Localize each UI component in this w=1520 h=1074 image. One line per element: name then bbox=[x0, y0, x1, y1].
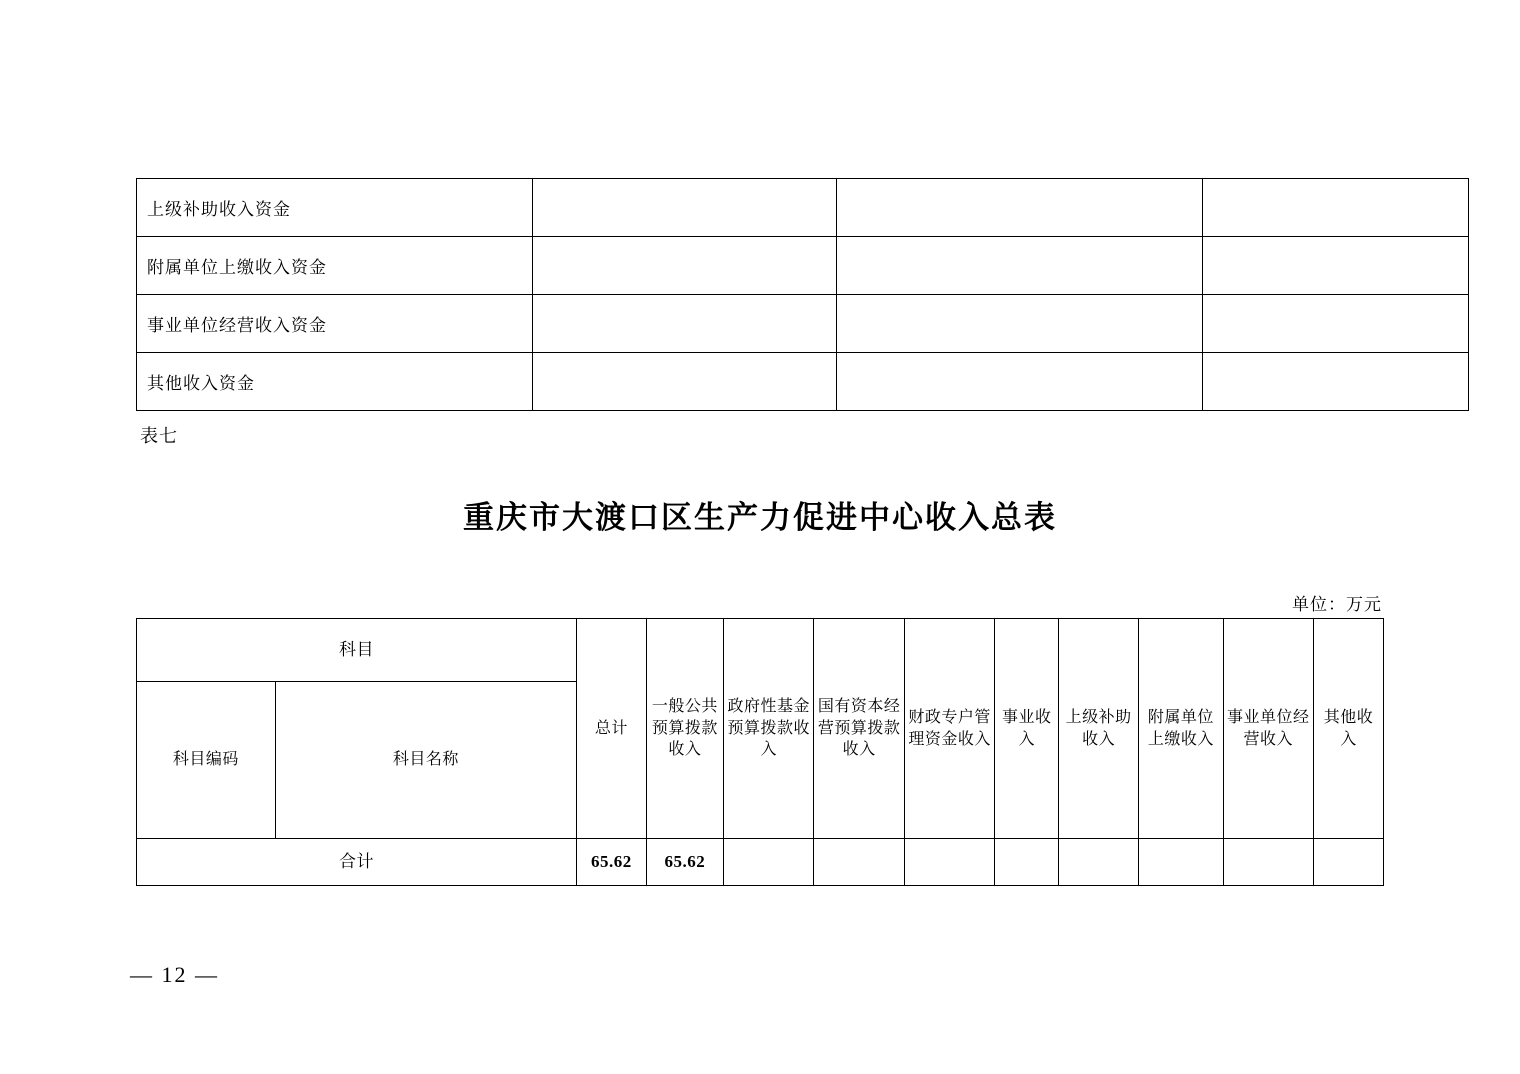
header-other-income: 其他收入 bbox=[1313, 619, 1383, 839]
row-label: 上级补助收入资金 bbox=[137, 179, 533, 237]
total-gov-fund bbox=[723, 839, 813, 886]
row-cell-1 bbox=[533, 295, 837, 353]
header-general-public-budget: 一般公共预算拨款收入 bbox=[646, 619, 723, 839]
total-institution bbox=[995, 839, 1059, 886]
row-cell-1 bbox=[533, 353, 837, 411]
row-cell-3 bbox=[1203, 237, 1469, 295]
total-superior-subsidy bbox=[1059, 839, 1139, 886]
row-cell-2 bbox=[837, 353, 1203, 411]
total-state-capital bbox=[814, 839, 904, 886]
table-row bbox=[137, 353, 1469, 411]
header-fiscal-special-account: 财政专户管理资金收入 bbox=[904, 619, 994, 839]
row-cell-2 bbox=[837, 179, 1203, 237]
header-subject-name: 科目名称 bbox=[275, 682, 576, 839]
total-subordinate-remit bbox=[1139, 839, 1223, 886]
header-institution-income: 事业收入 bbox=[995, 619, 1059, 839]
table-row-total bbox=[137, 839, 1384, 886]
row-label: 附属单位上缴收入资金 bbox=[137, 237, 533, 295]
total-institution-business bbox=[1223, 839, 1313, 886]
header-institution-business-income: 事业单位经营收入 bbox=[1223, 619, 1313, 839]
header-subordinate-remit-income: 附属单位上缴收入 bbox=[1139, 619, 1223, 839]
total-value: 65.62 bbox=[576, 839, 646, 886]
page-number: — 12 — bbox=[130, 962, 219, 987]
total-other bbox=[1313, 839, 1383, 886]
header-government-fund-budget: 政府性基金预算拨款收入 bbox=[723, 619, 813, 839]
total-general-public: 65.62 bbox=[646, 839, 723, 886]
header-state-capital-budget: 国有资本经营预算拨款收入 bbox=[814, 619, 904, 839]
row-label: 其他收入资金 bbox=[137, 353, 533, 411]
row-cell-1 bbox=[533, 179, 837, 237]
header-total: 总计 bbox=[576, 619, 646, 839]
table-header-row-1 bbox=[137, 619, 1384, 682]
income-summary-table bbox=[136, 618, 1384, 886]
header-subject-group: 科目 bbox=[137, 619, 577, 682]
row-cell-3 bbox=[1203, 179, 1469, 237]
table-row bbox=[137, 295, 1469, 353]
row-cell-2 bbox=[837, 237, 1203, 295]
row-cell-3 bbox=[1203, 295, 1469, 353]
continued-funds-table bbox=[136, 178, 1469, 411]
header-superior-subsidy-income: 上级补助收入 bbox=[1059, 619, 1139, 839]
row-cell-1 bbox=[533, 237, 837, 295]
total-fiscal-special bbox=[904, 839, 994, 886]
table-sequence-label: 表七 bbox=[140, 426, 178, 446]
page-title: 重庆市大渡口区生产力促进中心收入总表 bbox=[463, 500, 1057, 535]
row-cell-2 bbox=[837, 295, 1203, 353]
header-subject-code: 科目编码 bbox=[137, 682, 276, 839]
table-row bbox=[137, 179, 1469, 237]
total-label: 合计 bbox=[137, 839, 577, 886]
row-cell-3 bbox=[1203, 353, 1469, 411]
row-label: 事业单位经营收入资金 bbox=[137, 295, 533, 353]
table-row bbox=[137, 237, 1469, 295]
unit-note: 单位：万元 bbox=[1292, 595, 1382, 614]
